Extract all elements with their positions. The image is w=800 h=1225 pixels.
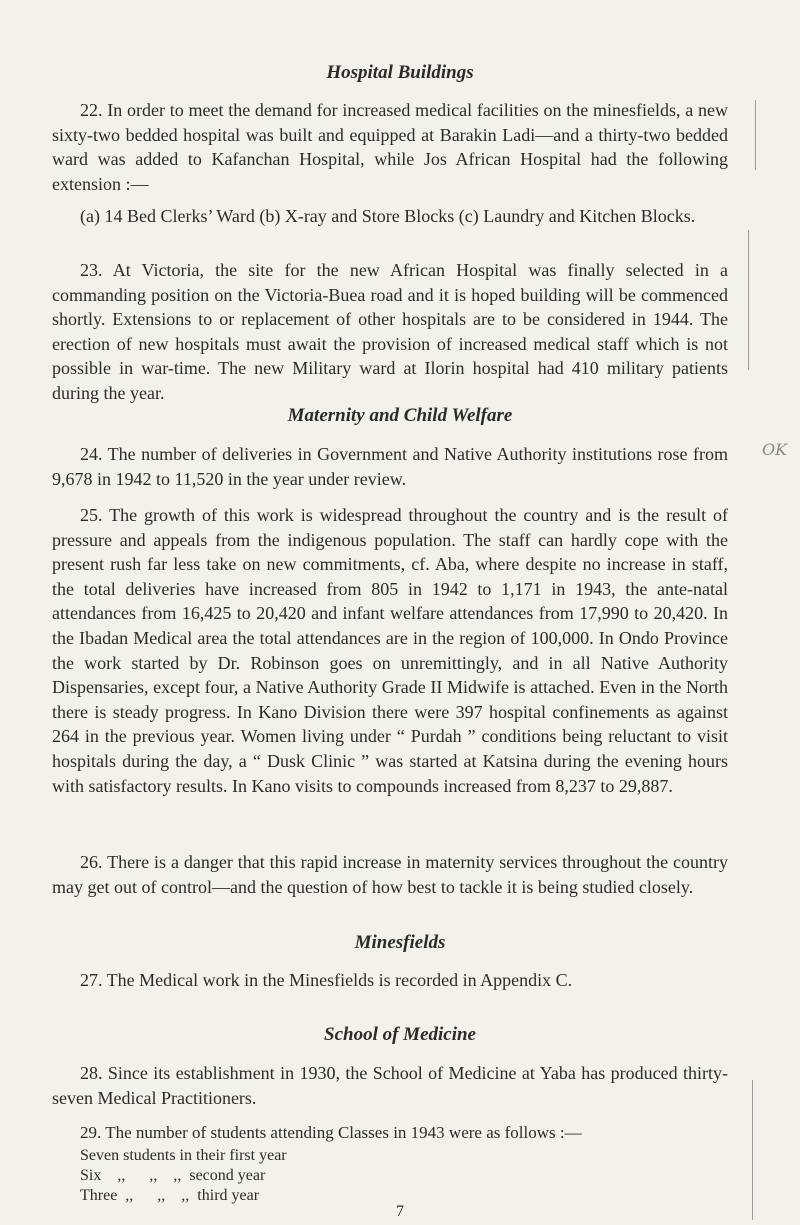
paragraph-24: 24. The number of deliveries in Government and Native Authority institutions rose from 9,678 in 1942 to 11,520 in the year under review. bbox=[52, 444, 728, 489]
heading-maternity: Maternity and Child Welfare bbox=[287, 405, 513, 426]
paragraph-27: 27. The Medical work in the Minesfields is recorded in Appendix C. bbox=[80, 970, 573, 990]
heading-school-of-medicine: School of Medicine bbox=[324, 1024, 476, 1045]
students-list bbox=[80, 1146, 287, 1206]
students-second-year: Six ,, ,, ,, second year bbox=[80, 1167, 266, 1184]
students-third-year: Three ,, ,, ,, third year bbox=[80, 1187, 260, 1204]
page-number: 7 bbox=[396, 1203, 404, 1220]
margin-mark-bottom bbox=[752, 1080, 753, 1220]
paragraph-23: 23. At Victoria, the site for the new African Hospital was finally selected in a commanding position on the Victoria-Buea road and it is hoped building will be commenced shortly. Extensions to or replacement of other hospitals are to be considered in 1944. The erection of new hospitals must await the provision of increased medical staff which is not possible in war-time. The new Military ward at Ilorin hospital had 410 military patients during the year. bbox=[52, 260, 728, 403]
paragraph-28: 28. Since its establishment in 1930, the School of Medicine at Yaba has produced thirty-seven Medical Practitioners. bbox=[52, 1063, 728, 1108]
margin-mark-middle bbox=[748, 230, 749, 370]
margin-handwritten-note: OK bbox=[762, 440, 788, 459]
heading-hospital-buildings: Hospital Buildings bbox=[326, 62, 474, 83]
paragraph-22-list: (a) 14 Bed Clerks’ Ward (b) X-ray and Store Blocks (c) Laundry and Kitchen Blocks. bbox=[80, 206, 696, 226]
paragraph-26: 26. There is a danger that this rapid increase in maternity services throughout the country may get out of control—and the question of how best to tackle it is being studied closely. bbox=[52, 852, 728, 897]
paragraph-25: 25. The growth of this work is widespread throughout the country and is the result of pressure and appeals from the indigenous population. The staff can hardly cope with the present rush far less take on new commitments, cf. Aba, where despite no increase in staff, the total deliveries have increased from 805 in 1942 to 1,171 in 1943, the ante-natal attendances from 16,425 to 20,420 and infant welfare attendances from 17,990 to 20,420. In the Ibadan Medical area the total attendances are in the region of 100,000. In Ondo Province the work started by Dr. Robinson goes on unremittingly, and in all Native Authority Dispensaries, except four, a Native Authority Grade II Midwife is attached. Even in the North there is steady progress. In Kano Division there were 397 hospital confinements as against 264 in the previous year. Women living under “ Purdah ” conditions being reluctant to visit hospitals during the day, a “ Dusk Clinic ” was started at Katsina during the evening hours with satisfactory results. In Kano visits to compounds increased from 8,237 to 29,887. bbox=[52, 505, 728, 796]
margin-mark-top bbox=[755, 100, 756, 170]
students-first-year: Seven students in their first year bbox=[80, 1147, 287, 1164]
heading-minesfields: Minesfields bbox=[354, 932, 446, 953]
paragraph-29: 29. The number of students attending Classes in 1943 were as follows :— bbox=[80, 1123, 582, 1142]
paragraph-22: 22. In order to meet the demand for increased medical facilities on the minesfields, a new sixty-two bedded hospital was built and equipped at Barakin Ladi—and a thirty-two bedded ward was added to Kafanchan Hospital, while Jos African Hospital had the following extension :— bbox=[52, 100, 728, 194]
